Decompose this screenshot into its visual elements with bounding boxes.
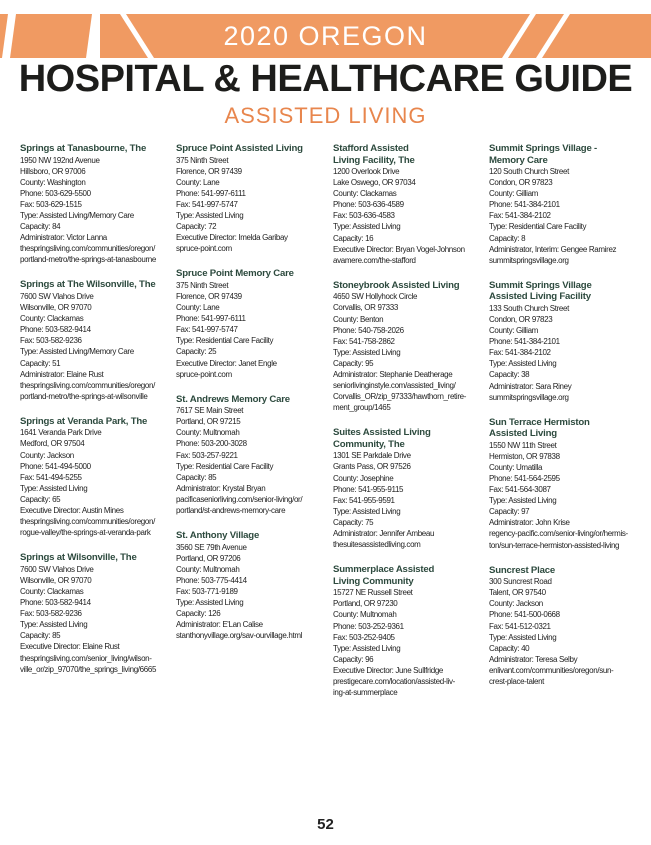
facility-detail-line: 7600 SW Vlahos Drive — [20, 564, 94, 574]
facility-detail-line: Phone: 541-494-5000 — [20, 461, 91, 471]
facility-detail-line: Fax: 503-771-9189 — [176, 587, 238, 596]
facility-detail-line: Capacity: 38 — [489, 370, 530, 380]
facility-detail-line: spruce-point.com — [176, 369, 232, 379]
facility-detail-line: Fax: 541-955-9591 — [333, 495, 395, 505]
facility-detail-line: stanthonyvillage.org/sav-ourvillage.html — [176, 631, 303, 641]
facility-detail-line: Fax: 541-758-2862 — [333, 336, 395, 346]
facility-entry — [333, 143, 483, 266]
facility-detail-line: regency-pacific.com/senior-living/or/hermis- — [489, 529, 628, 539]
facility-detail-line: Phone: 503-582-9414 — [20, 325, 91, 335]
facility-detail-line: Hillsboro, OR 97006 — [20, 166, 86, 176]
facility-detail-line: Phone: 541-384-2101 — [489, 337, 560, 347]
facility-detail-line: County: Multnomah — [333, 610, 397, 620]
facility-detail-line: Phone: 541-500-0668 — [489, 610, 560, 620]
facility-detail-line: County: Gilliam — [489, 189, 538, 199]
facility-entry — [333, 564, 483, 698]
facility-detail-line: Phone: 503-775-4414 — [176, 575, 247, 585]
facility-detail-line: Talent, OR 97540 — [489, 588, 546, 598]
listing-column-4 — [489, 143, 639, 701]
facility-detail-line: ment_group/1465 — [333, 403, 391, 413]
facility-detail-line: Phone: 541-955-9115 — [333, 484, 404, 494]
facility-detail-line: portland/st-andrews-memory-care — [176, 506, 286, 516]
facility-detail-line: Phone: 503-582-9414 — [20, 598, 91, 608]
facility-detail-line: County: Jackson — [489, 599, 543, 609]
facility-entry — [20, 279, 170, 401]
facility-detail-line: Executive Director: Elaine Rust — [20, 642, 120, 652]
facility-detail-line: thespringsliving.com/communities/oregon/ — [20, 380, 155, 390]
banner-title: 2020 OREGON — [223, 21, 428, 51]
facility-detail-line: Fax: 503-582-9236 — [20, 609, 82, 619]
facility-name: Summerplace Assisted — [333, 564, 435, 576]
listing-column-2 — [176, 143, 326, 655]
facility-detail-line: Phone: 503-200-3028 — [176, 439, 247, 449]
facility-entry — [176, 268, 326, 379]
facility-entry — [176, 143, 326, 254]
facility-name: Living Facility, The — [333, 154, 415, 166]
facility-detail-line: Type: Assisted Living — [489, 496, 557, 506]
facility-detail-line: Wilsonville, OR 97070 — [20, 575, 92, 585]
facility-detail-line: Phone: 541-564-2595 — [489, 473, 560, 483]
facility-entry — [176, 394, 326, 516]
facility-entry — [333, 280, 483, 414]
facility-entry — [489, 417, 639, 551]
facility-detail-line: Capacity: 75 — [333, 517, 374, 527]
facility-detail-line: Type: Assisted Living/Memory Care — [20, 347, 134, 357]
facility-detail-line: portland-metro/the-springs-at-tanasbourne — [20, 255, 156, 265]
facility-detail-line: 300 Suncrest Road — [489, 577, 552, 587]
facility-detail-line: Type: Assisted Living — [20, 620, 88, 630]
facility-entry — [20, 143, 170, 265]
facility-detail-line: Condon, OR 97823 — [489, 314, 553, 324]
facility-detail-line: Corvallis, OR 97333 — [333, 303, 398, 313]
facility-detail-line: thespringsliving.com/senior_living/wilson- — [20, 653, 152, 663]
facility-name: St. Anthony Village — [176, 530, 260, 542]
listing-column-1 — [20, 143, 170, 689]
facility-detail-line: Medford, OR 97504 — [20, 439, 85, 449]
facility-detail-line: Fax: 503-636-4583 — [333, 211, 395, 221]
facility-name: Memory Care — [489, 154, 548, 166]
facility-detail-line: Executive Director: Janet Engle — [176, 358, 277, 368]
facility-detail-line: Fax: 541-494-5255 — [20, 472, 82, 482]
facility-detail-line: thespringsliving.com/communities/oregon/ — [20, 244, 155, 254]
facility-detail-line: 7617 SE Main Street — [176, 406, 244, 416]
facility-name: Assisted Living Facility — [489, 291, 591, 303]
facility-detail-line: Fax: 541-564-3087 — [489, 485, 551, 495]
facility-detail-line: Florence, OR 97439 — [176, 291, 242, 301]
facility-detail-line: avamere.com/the-stafford — [333, 255, 416, 265]
facility-detail-line: thesuitesassistedliving.com — [333, 540, 421, 550]
facility-entry — [20, 416, 170, 538]
facility-detail-line: Capacity: 126 — [176, 609, 221, 619]
facility-detail-line: crest-place-talent — [489, 676, 545, 686]
facility-entry — [20, 552, 170, 674]
facility-name: Springs at Tanasbourne, The — [20, 143, 147, 154]
facility-detail-line: 133 South Church Street — [489, 303, 570, 313]
facility-entry — [489, 280, 639, 403]
facility-name: Stafford Assisted — [333, 143, 409, 154]
facility-detail-line: Phone: 541-384-2101 — [489, 200, 560, 210]
facility-detail-line: County: Benton — [333, 314, 384, 324]
facility-name: Stoneybrook Assisted Living — [333, 279, 460, 291]
facility-name: Springs at Veranda Park, The — [20, 415, 148, 427]
facility-detail-line: Phone: 503-636-4589 — [333, 200, 404, 210]
facility-name: Suncrest Place — [489, 564, 555, 576]
facility-detail-line: Administrator: Elaine Rust — [20, 369, 104, 379]
facility-name: Summit Springs Village - — [489, 143, 598, 154]
facility-detail-line: Portland, OR 97215 — [176, 417, 241, 427]
facility-detail-line: Portland, OR 97206 — [176, 553, 241, 563]
facility-detail-line: Phone: 540-758-2026 — [333, 325, 404, 335]
facility-detail-line: Type: Residential Care Facility — [176, 461, 274, 471]
facility-detail-line: Fax: 503-582-9236 — [20, 336, 82, 346]
listing-column-3 — [333, 143, 483, 712]
facility-detail-line: Capacity: 16 — [333, 233, 374, 243]
facility-detail-line: spruce-point.com — [176, 244, 232, 254]
facility-detail-line: rogue-valley/the-springs-at-veranda-park — [20, 528, 151, 538]
page-title: HOSPITAL & HEALTHCARE GUIDE — [18, 58, 633, 100]
facility-detail-line: seniorlivinginstyle.com/assisted_living/ — [333, 381, 456, 391]
facility-name: Springs at The Wilsonville, The — [20, 279, 156, 291]
facility-detail-line: Grants Pass, OR 97526 — [333, 462, 411, 472]
facility-detail-line: Type: Assisted Living — [176, 210, 244, 220]
facility-detail-line: Administrator, Interim: Gengee Ramirez — [489, 244, 617, 254]
facility-detail-line: enlivant.com/communities/oregon/sun- — [489, 665, 614, 675]
facility-detail-line: ville_or/zip_97070/the_springs_living/6665 — [20, 664, 157, 674]
page-number: 52 — [317, 816, 334, 833]
facility-detail-line: Phone: 503-629-5500 — [20, 188, 91, 198]
facility-detail-line: Type: Residential Care Facility — [489, 222, 587, 232]
facility-detail-line: County: Gilliam — [489, 326, 538, 336]
facility-detail-line: Capacity: 84 — [20, 222, 61, 232]
facility-detail-line: Fax: 503-252-9405 — [333, 632, 395, 642]
facility-name: Summit Springs Village — [489, 279, 592, 291]
facility-detail-line: Phone: 503-252-9361 — [333, 621, 404, 631]
header-banner — [0, 14, 651, 58]
facility-detail-line: summitspringsvillage.org — [489, 392, 569, 402]
facility-detail-line: summitspringsvillage.org — [489, 255, 569, 265]
facility-detail-line: Type: Assisted Living — [489, 632, 557, 642]
facility-detail-line: Administrator: John Krise — [489, 518, 570, 528]
facility-detail-line: County: Clackamas — [333, 189, 397, 199]
facility-detail-line: Type: Assisted Living — [333, 347, 401, 357]
facility-name: Spruce Point Assisted Living — [176, 143, 303, 154]
facility-detail-line: Executive Director: Imelda Garibay — [176, 233, 288, 243]
facility-detail-line: Type: Assisted Living/Memory Care — [20, 210, 134, 220]
facility-detail-line: Florence, OR 97439 — [176, 166, 242, 176]
facility-detail-line: Wilsonville, OR 97070 — [20, 303, 92, 313]
facility-detail-line: Executive Director: Austin Mines — [20, 506, 124, 516]
facility-detail-line: Fax: 503-257-9221 — [176, 450, 238, 460]
facility-detail-line: Fax: 541-997-5747 — [176, 325, 238, 335]
facility-detail-line: Hermiston, OR 97838 — [489, 451, 560, 461]
facility-detail-line: County: Washington — [20, 177, 86, 187]
section-subtitle: ASSISTED LIVING — [224, 103, 427, 128]
facility-detail-line: County: Umatilla — [489, 462, 543, 472]
facility-name: St. Andrews Memory Care — [176, 393, 290, 405]
facility-detail-line: 1641 Veranda Park Drive — [20, 428, 102, 438]
facility-entry — [333, 427, 483, 550]
facility-detail-line: Condon, OR 97823 — [489, 178, 553, 188]
facility-name: Community, The — [333, 438, 405, 450]
facility-detail-line: 15727 NE Russell Street — [333, 588, 413, 598]
facility-detail-line: Type: Assisted Living — [176, 598, 244, 608]
facility-detail-line: Corvallis_OR/zip_97333/hawthorn_retire- — [333, 392, 467, 402]
facility-entry — [489, 565, 639, 687]
facility-detail-line: 1550 NW 11th Street — [489, 440, 557, 450]
facility-detail-line: Fax: 541-512-0321 — [489, 621, 551, 631]
facility-detail-line: County: Clackamas — [20, 314, 84, 324]
facility-detail-line: Capacity: 96 — [333, 654, 374, 664]
facility-detail-line: County: Multnomah — [176, 428, 240, 438]
facility-detail-line: County: Lane — [176, 303, 220, 313]
facility-detail-line: Type: Assisted Living — [333, 643, 401, 653]
facility-detail-line: Phone: 541-997-6111 — [176, 188, 246, 198]
facility-detail-line: Capacity: 8 — [489, 233, 526, 243]
facility-detail-line: portland-metro/the-springs-at-wilsonville — [20, 391, 148, 401]
facility-name: Suites Assisted Living — [333, 427, 431, 439]
facility-name: Living Community — [333, 575, 414, 587]
facility-detail-line: 1301 SE Parkdale Drive — [333, 451, 411, 461]
facility-detail-line: Phone: 541-997-6111 — [176, 314, 246, 324]
facility-detail-line: Capacity: 85 — [20, 631, 61, 641]
facility-detail-line: 7600 SW Vlahos Drive — [20, 291, 94, 301]
facility-detail-line: Type: Assisted Living — [489, 359, 557, 369]
facility-detail-line: Capacity: 65 — [20, 494, 61, 504]
facility-detail-line: Capacity: 51 — [20, 358, 61, 368]
facility-detail-line: County: Lane — [176, 177, 220, 187]
facility-detail-line: Administrator: Krystal Bryan — [176, 483, 266, 493]
facility-detail-line: Fax: 503-629-1515 — [20, 199, 82, 209]
facility-detail-line: ing-at-summerplace — [333, 688, 398, 698]
facility-detail-line: Capacity: 85 — [176, 472, 217, 482]
facility-detail-line: County: Jackson — [20, 450, 74, 460]
facility-detail-line: Fax: 541-384-2102 — [489, 348, 551, 358]
facility-detail-line: Executive Director: Bryan Vogel-Johnson — [333, 244, 465, 254]
facility-detail-line: Lake Oswego, OR 97034 — [333, 178, 416, 188]
facility-detail-line: Administrator: E'Lan Calise — [176, 620, 263, 630]
facility-detail-line: County: Clackamas — [20, 587, 84, 596]
facility-detail-line: 1200 Overlook Drive — [333, 167, 400, 176]
facility-detail-line: Type: Residential Care Facility — [176, 336, 274, 346]
facility-detail-line: 3560 SE 79th Avenue — [176, 542, 247, 552]
facility-detail-line: Type: Assisted Living — [333, 506, 401, 516]
facility-entry — [489, 143, 639, 266]
facility-detail-line: County: Multnomah — [176, 564, 240, 574]
facility-detail-line: pacificaseniorliving.com/senior-living/or/ — [176, 494, 303, 504]
facility-detail-line: 1950 NW 192nd Avenue — [20, 155, 100, 165]
facility-detail-line: Fax: 541-384-2102 — [489, 211, 551, 221]
facility-detail-line: 120 South Church Street — [489, 167, 570, 176]
facility-detail-line: Capacity: 40 — [489, 643, 530, 653]
facility-detail-line: 375 Ninth Street — [176, 280, 229, 290]
facility-detail-line: Administrator: Stephanie Deatherage — [333, 370, 453, 379]
facility-name: Sun Terrace Hermiston — [489, 416, 590, 428]
facility-detail-line: prestigecare.com/location/assisted-liv- — [333, 676, 455, 686]
facility-name: Springs at Wilsonville, The — [20, 552, 137, 564]
facility-detail-line: Administrator: Sara Riney — [489, 381, 572, 391]
facility-detail-line: Fax: 541-997-5747 — [176, 199, 238, 209]
facility-detail-line: Administrator: Teresa Selby — [489, 654, 578, 664]
facility-detail-line: Type: Assisted Living — [20, 483, 88, 493]
facility-detail-line: Portland, OR 97230 — [333, 599, 398, 609]
facility-detail-line: Executive Director: June Sullfridge — [333, 665, 444, 675]
facility-detail-line: Administrator: Victor Lanna — [20, 233, 107, 243]
facility-detail-line: Type: Assisted Living — [333, 222, 401, 232]
facility-detail-line: Capacity: 25 — [176, 347, 217, 357]
facility-name: Spruce Point Memory Care — [176, 268, 294, 280]
facility-name: Assisted Living — [489, 428, 557, 440]
facility-detail-line: Capacity: 72 — [176, 222, 217, 232]
facility-detail-line: ton/sun-terrace-hermiston-assisted-living — [489, 540, 620, 550]
facility-detail-line: Administrator: Jennifer Ambeau — [333, 529, 435, 539]
facility-detail-line: 4650 SW Hollyhock Circle — [333, 292, 418, 302]
facility-detail-line: County: Josephine — [333, 473, 394, 483]
facility-detail-line: thespringsliving.com/communities/oregon/ — [20, 517, 155, 527]
facility-detail-line: 375 Ninth Street — [176, 155, 229, 165]
facility-entry — [176, 530, 326, 641]
facility-detail-line: Capacity: 95 — [333, 358, 374, 368]
facility-detail-line: Capacity: 97 — [489, 507, 530, 517]
